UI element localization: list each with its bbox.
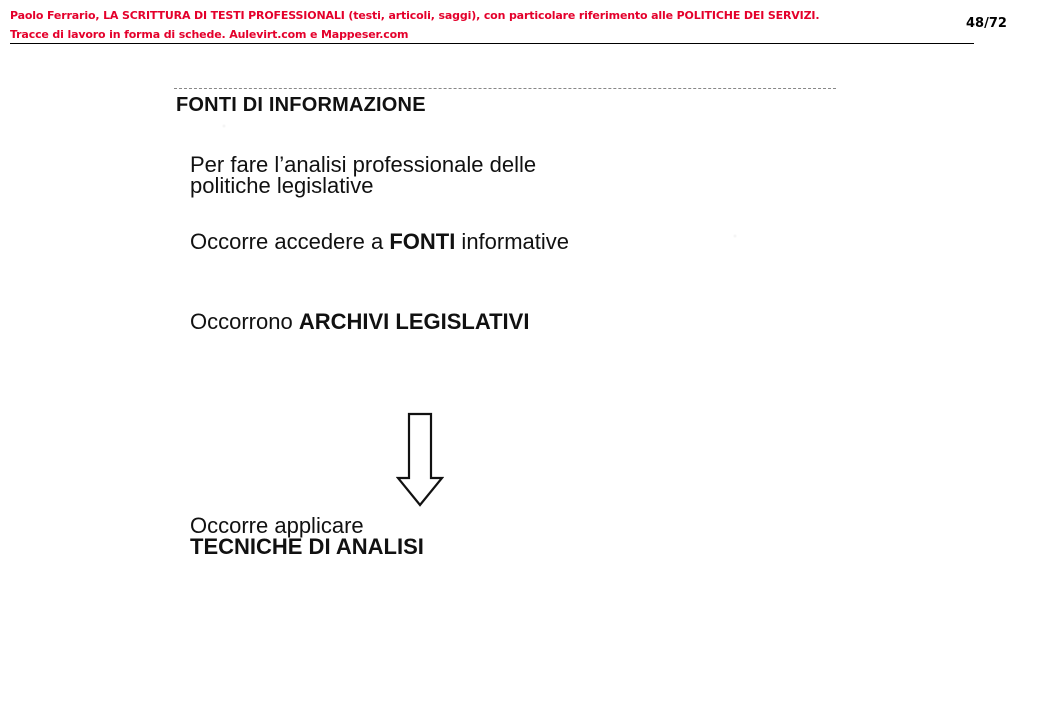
paragraph-archives-pre: Occorrono: [190, 309, 299, 334]
slide-title: FONTI DI INFORMAZIONE: [176, 94, 426, 116]
paragraph-analysis-line2: politiche legislative: [190, 173, 374, 198]
paragraph-sources-pre: Occorre accedere a: [190, 229, 390, 254]
paragraph-techniques-line1: Occorre applicare: [190, 513, 364, 538]
paragraph-sources: [190, 231, 569, 252]
paragraph-sources-post: informative: [455, 229, 570, 254]
down-arrow-icon: [396, 412, 444, 508]
paragraph-analysis: [190, 154, 536, 196]
document-header: [10, 6, 974, 44]
slide-top-border: [174, 88, 836, 89]
paragraph-analysis-line1: Per fare l’analisi professionale delle: [190, 152, 537, 177]
paragraph-archives: [190, 311, 529, 332]
header-subtitle-line: Tracce di lavoro in forma di schede. Aulevirt.com e Mappeser.com: [10, 28, 409, 41]
page-number: 48/72: [966, 16, 1007, 31]
paragraph-sources-bold: FONTI: [389, 229, 456, 254]
paragraph-techniques: [190, 515, 424, 557]
paragraph-techniques-line2: TECNICHE DI ANALISI: [190, 534, 424, 559]
header-title-line: Paolo Ferrario, LA SCRITTURA DI TESTI PROFESSIONALI (testi, articoli, saggi), con particolare riferimento alle POLITICHE DEI SERVIZI.: [10, 9, 820, 22]
paragraph-archives-bold: ARCHIVI LEGISLATIVI: [298, 309, 530, 334]
